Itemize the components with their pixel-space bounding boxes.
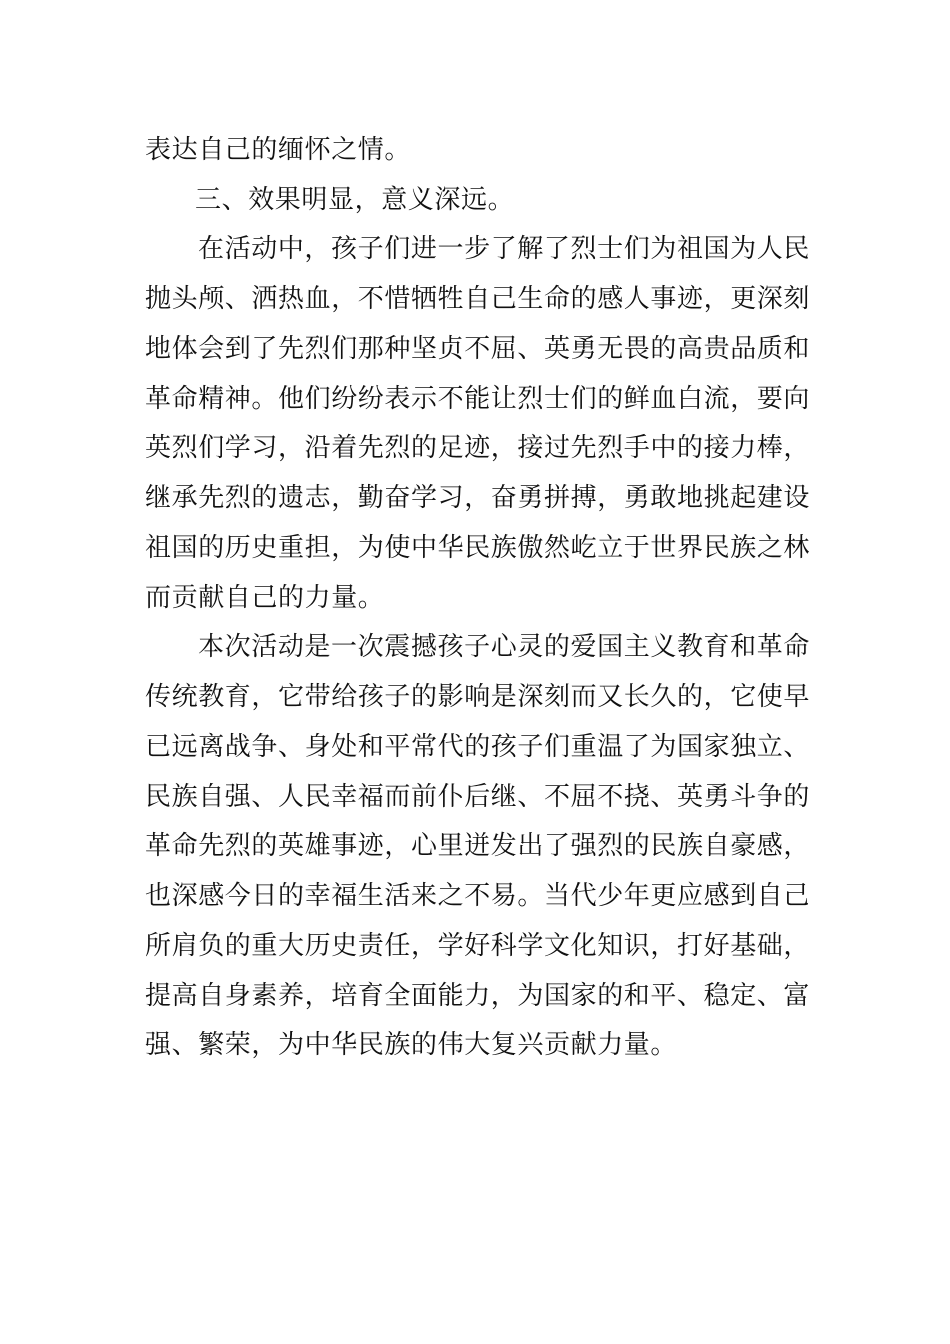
- text-line: 而贡献自己的力量。: [145, 583, 385, 613]
- text-line: 传统教育，它带给孩子的影响是深刻而又长久的，它使早: [145, 682, 811, 712]
- text-line: 抛头颅、洒热血，不惜牺牲自己生命的感人事迹，更深刻: [145, 284, 811, 314]
- text-line: 祖国的历史重担，为使中华民族傲然屹立于世界民族之林: [145, 533, 811, 563]
- text-line: 表达自己的缅怀之情。: [145, 135, 412, 165]
- text-line: 民族自强、人民幸福而前仆后继、不屈不挠、英勇斗争的: [145, 782, 811, 812]
- text-line: 革命先烈的英雄事迹，心里迸发出了强烈的民族自豪感，: [145, 831, 811, 861]
- text-line: 继承先烈的遗志，勤奋学习，奋勇拼搏，勇敢地挑起建设: [145, 483, 811, 513]
- text-line: 提高自身素养，培育全面能力，为国家的和平、稳定、富: [145, 981, 811, 1011]
- text-line: 革命精神。他们纷纷表示不能让烈士们的鲜血白流，要向: [145, 384, 811, 414]
- text-line: 地体会到了先烈们那种坚贞不屈、英勇无畏的高贵品质和: [145, 334, 811, 364]
- text-line: 已远离战争、身处和平常代的孩子们重温了为国家独立、: [145, 732, 811, 762]
- text-line: 本次活动是一次震撼孩子心灵的爱国主义教育和革命: [198, 632, 810, 662]
- text-line: 英烈们学习，沿着先烈的足迹，接过先烈手中的接力棒，: [145, 433, 811, 463]
- text-line: 也深感今日的幸福生活来之不易。当代少年更应感到自己: [145, 881, 811, 911]
- section-heading: 三、效果明显，意义深远。: [195, 185, 515, 215]
- text-line: 所肩负的重大历史责任，学好科学文化知识，打好基础，: [145, 931, 811, 961]
- text-line: 强、繁荣，为中华民族的伟大复兴贡献力量。: [145, 1030, 678, 1060]
- text-line: 在活动中，孩子们进一步了解了烈士们为祖国为人民: [198, 234, 810, 264]
